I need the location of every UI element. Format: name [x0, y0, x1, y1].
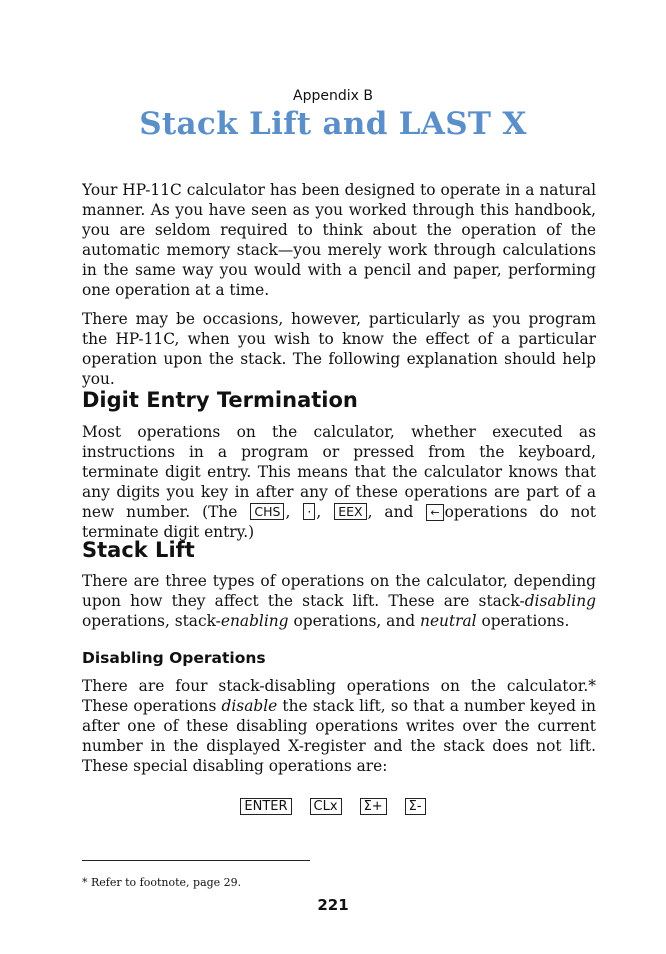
- enter-key: ENTER: [240, 798, 291, 815]
- sigma-plus-key: Σ+: [360, 798, 387, 815]
- emphasis-neutral: neutral: [420, 612, 477, 630]
- clx-key: CLx: [310, 798, 342, 815]
- page-title: Stack Lift and LAST X: [139, 106, 527, 142]
- stack-lift-text-3: operations, and: [293, 612, 416, 630]
- footnote-divider: [82, 860, 310, 861]
- heading-disabling-operations: Disabling Operations: [82, 649, 266, 667]
- appendix-label: Appendix B: [293, 88, 373, 104]
- eex-key: EEX: [334, 503, 366, 520]
- separator: ,: [316, 503, 322, 521]
- stack-lift-text-2: operations, stack-: [82, 612, 221, 630]
- heading-digit-entry-termination: Digit Entry Termination: [82, 388, 358, 412]
- separator: ,: [285, 503, 291, 521]
- digit-entry-paragraph: [82, 422, 596, 542]
- emphasis-enabling: enabling: [220, 612, 289, 630]
- disabling-paragraph: [82, 676, 596, 776]
- digit-entry-text: Most operations on the calculator, whether executed as instructions in a program or pressed from the keyboard, terminate digit entry. This means that the calculator knows that any digits you key in after any of these operations are part of a new number. (The: [82, 423, 596, 521]
- heading-stack-lift: Stack Lift: [82, 538, 195, 562]
- chs-key: CHS: [250, 503, 284, 520]
- footnote: * Refer to footnote, page 29.: [82, 876, 242, 889]
- stack-lift-text-1: There are three types of operations on the calculator, depending upon how they affect the stack lift. These are stack-: [82, 572, 596, 610]
- emphasis-disabling: disabling: [524, 592, 596, 610]
- decimal-point-key: ·: [303, 503, 315, 520]
- separator: , and: [367, 503, 414, 521]
- intro-paragraph-2: There may be occasions, however, particularly as you program the HP-11C, when you wish to know the effect of a particular operation upon the stack. The following explanation should help you.: [82, 310, 596, 388]
- sigma-minus-key: Σ-: [405, 798, 426, 815]
- disabling-text-2: the stack lift, so that a number keyed in after one of these disabling operations writes over the current number in the displayed X-register and the stack does not lift. These special disabling operations are:: [82, 697, 596, 775]
- back-arrow-key: ←: [426, 504, 443, 521]
- disabling-text-1: There are four stack-disabling operations on the calculator.* These operations: [82, 677, 596, 715]
- page-number: 221: [317, 896, 349, 914]
- intro-paragraph-1: Your HP-11C calculator has been designed to operate in a natural manner. As you have seen as you worked through this handbook, you are seldom required to think about the operation of the automatic memory stack—you merely work through calculations in the same way you would with a pencil and paper, performing one operation at a time.: [82, 181, 596, 299]
- emphasis-disable: disable: [221, 697, 278, 715]
- digit-entry-tail: operations do not terminate digit entry.): [82, 503, 596, 541]
- stack-lift-text-4: operations.: [481, 612, 570, 630]
- stack-lift-paragraph: [82, 571, 596, 631]
- disabling-keys-row: [0, 798, 666, 816]
